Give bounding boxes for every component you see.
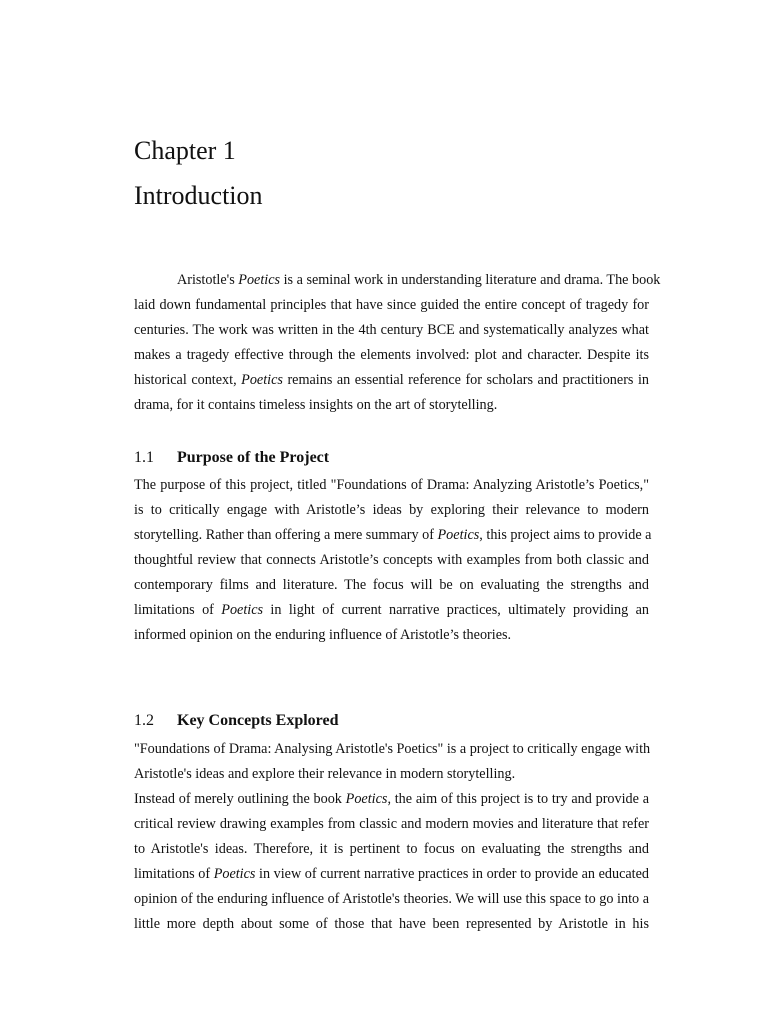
- italic-title: Poetics: [241, 372, 283, 388]
- section-number: 1.2: [134, 712, 154, 729]
- italic-title: Poetics: [213, 866, 256, 882]
- text-run: to Aristotle's ideas. Therefore, it is pertinent to focus on evaluating the strengths and: [134, 841, 649, 857]
- text-line: [134, 887, 649, 912]
- section-1-1-paragraph: [134, 473, 652, 648]
- text-line: [134, 812, 649, 837]
- italic-title: Poetics: [437, 527, 480, 543]
- italic-title: Poetics: [345, 791, 388, 807]
- section-number: 1.1: [134, 449, 154, 466]
- text-line: [134, 498, 649, 523]
- text-run: Aristotle's: [177, 272, 239, 288]
- text-line: [134, 473, 649, 498]
- text-line: [134, 598, 649, 623]
- text-run: limitations of: [134, 602, 222, 618]
- text-run: little more depth about some of those that have been represented by Aristotle in his: [134, 916, 649, 932]
- section-1-2-paragraph-a: [134, 737, 649, 787]
- text-run: thoughtful review that connects Aristotle’s concepts with examples from both classic and: [134, 552, 649, 568]
- text-run: in view of current narrative practices in order to provide an educated: [255, 866, 650, 882]
- text-line: [134, 912, 649, 937]
- section-heading-1-2: [134, 710, 338, 732]
- text-run: is a seminal work in understanding literature and drama. The book: [280, 272, 661, 288]
- text-run: remains an essential reference for scholars and practitioners in: [282, 372, 649, 388]
- text-run: laid down fundamental principles that have since guided the entire concept of tragedy for: [134, 297, 649, 313]
- chapter-title: Introduction: [134, 181, 263, 210]
- text-line: [134, 523, 652, 548]
- text-run: , the aim of this project is to try and provide a: [387, 791, 649, 807]
- text-run: Instead of merely outlining the book: [134, 791, 346, 807]
- text-run: The purpose of this project, titled "Foundations of Drama: Analyzing Aristotle’s Poetics,": [134, 477, 649, 493]
- text-run: Aristotle's ideas and explore their relevance in modern storytelling.: [134, 766, 516, 782]
- text-line: [134, 762, 649, 787]
- text-run: "Foundations of Drama: Analysing Aristotle's Poetics" is a project to critically engage with: [134, 741, 651, 757]
- intro-paragraph: [134, 268, 661, 418]
- text-run: opinion of the enduring influence of Aristotle's theories. We will use this space to go into a: [134, 891, 649, 907]
- text-line: [134, 268, 661, 293]
- text-line: [134, 548, 649, 573]
- text-run: makes a tragedy effective through the elements involved: plot and character. Despite its: [134, 347, 649, 363]
- text-line: [134, 318, 649, 343]
- text-line: [134, 787, 649, 812]
- text-run: , this project aims to provide a: [479, 527, 652, 543]
- text-line: [134, 343, 649, 368]
- text-line: [134, 623, 649, 648]
- section-title: Purpose of the Project: [177, 449, 330, 466]
- text-line: [134, 837, 649, 862]
- text-run: contemporary films and literature. The focus will be on evaluating the strengths and: [134, 577, 649, 593]
- text-run: critical review drawing examples from classic and modern movies and literature that refer: [134, 816, 649, 832]
- text-run: informed opinion on the enduring influence of Aristotle’s theories.: [134, 627, 512, 643]
- text-run: historical context,: [134, 372, 242, 388]
- text-run: limitations of: [134, 866, 214, 882]
- italic-title: Poetics: [238, 272, 281, 288]
- text-line: [134, 393, 649, 418]
- text-line: [134, 737, 649, 762]
- text-run: drama, for it contains timeless insights on the art of storytelling.: [134, 397, 498, 413]
- text-line: [134, 862, 649, 887]
- text-run: in light of current narrative practices, ultimately providing an: [263, 602, 649, 618]
- chapter-label: Chapter 1: [134, 136, 236, 165]
- text-line: [134, 293, 649, 318]
- section-heading-1-1: [134, 447, 329, 469]
- text-run: storytelling. Rather than offering a mere summary of: [134, 527, 438, 543]
- section-title: Key Concepts Explored: [177, 712, 339, 729]
- text-line: [134, 573, 649, 598]
- italic-title: Poetics: [221, 602, 264, 618]
- text-line: [134, 368, 649, 393]
- section-1-2-paragraph-b: [134, 787, 649, 937]
- text-run: centuries. The work was written in the 4th century BCE and systematically analyzes what: [134, 322, 649, 338]
- text-run: is to critically engage with Aristotle’s ideas by exploring their relevance to modern: [134, 502, 649, 518]
